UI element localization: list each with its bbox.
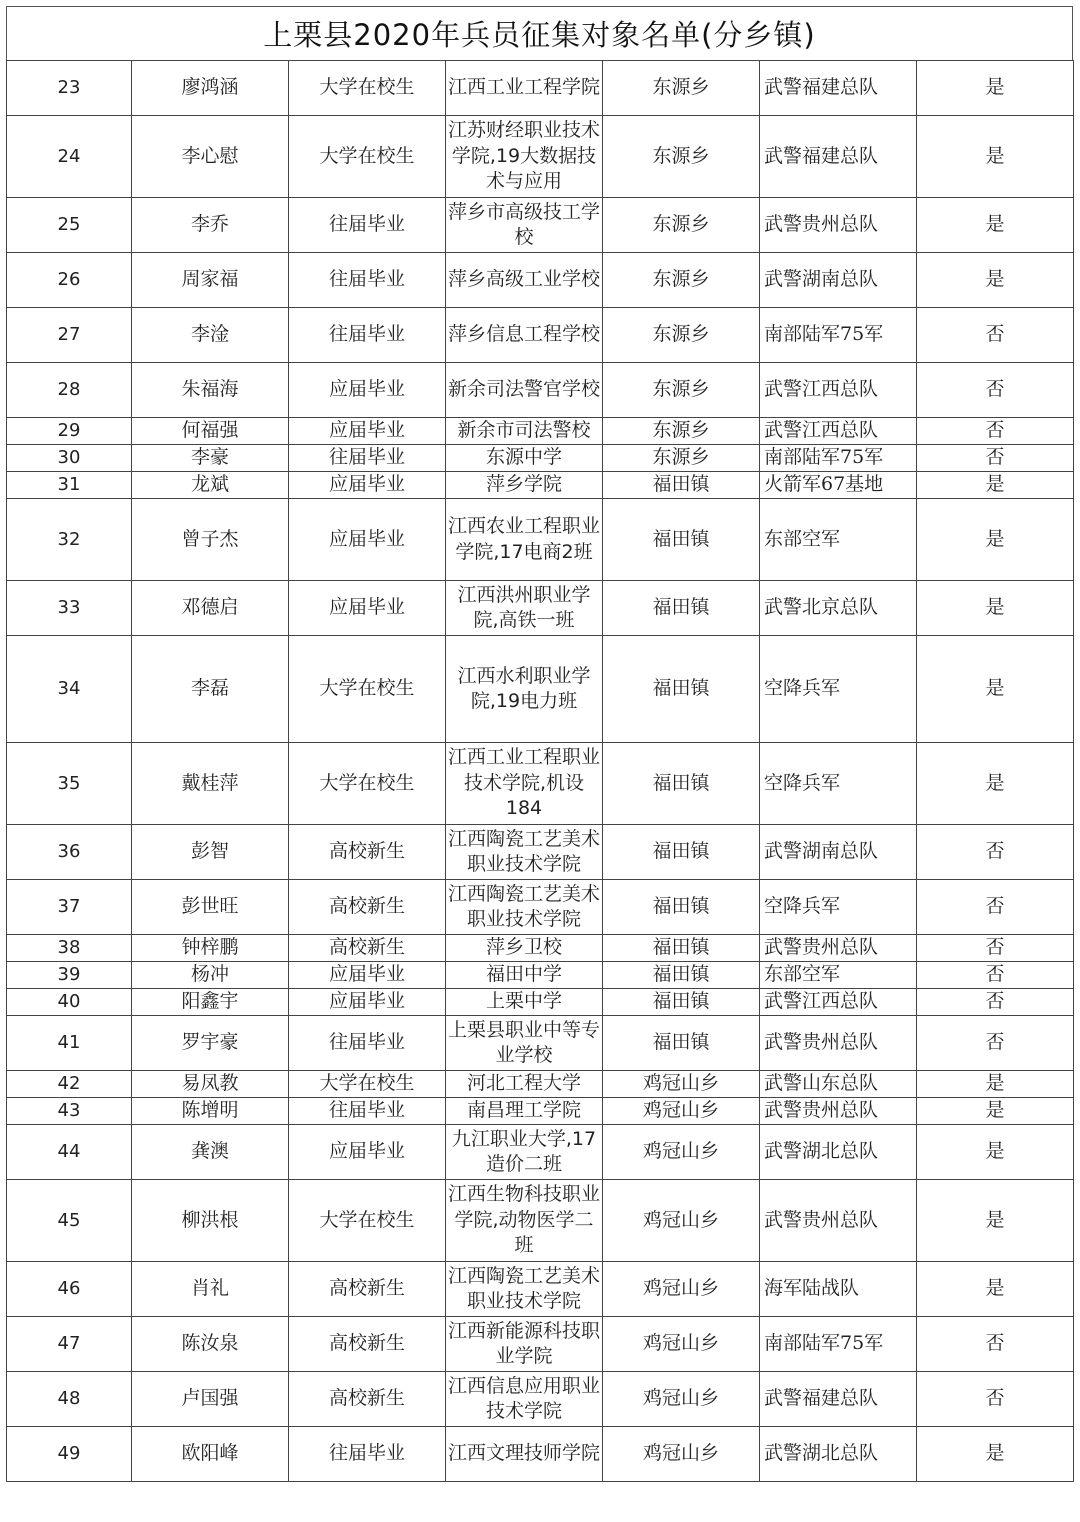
table-row [7, 1317, 1074, 1372]
cell-flag: 是 [917, 1427, 1074, 1482]
cell-name: 彭智 [132, 825, 289, 880]
cell-school: 上栗县职业中等专业学校 [446, 1016, 603, 1071]
cell-category: 往届毕业 [289, 308, 446, 363]
cell-number: 49 [7, 1427, 132, 1482]
cell-township: 福田镇 [603, 989, 760, 1016]
cell-township: 福田镇 [603, 1016, 760, 1071]
cell-flag: 否 [917, 1016, 1074, 1071]
cell-flag: 否 [917, 445, 1074, 472]
cell-township: 鸡冠山乡 [603, 1125, 760, 1180]
cell-name: 罗宇豪 [132, 1016, 289, 1071]
cell-township: 鸡冠山乡 [603, 1372, 760, 1427]
cell-name: 李心慰 [132, 116, 289, 198]
cell-unit: 空降兵军 [760, 880, 917, 935]
cell-number: 39 [7, 962, 132, 989]
table-row [7, 308, 1074, 363]
cell-township: 福田镇 [603, 472, 760, 499]
cell-name: 李磊 [132, 636, 289, 743]
cell-township: 东源乡 [603, 445, 760, 472]
cell-township: 福田镇 [603, 935, 760, 962]
cell-category: 大学在校生 [289, 61, 446, 116]
cell-flag: 是 [917, 499, 1074, 581]
cell-category: 高校新生 [289, 825, 446, 880]
cell-township: 东源乡 [603, 418, 760, 445]
cell-unit: 武警湖北总队 [760, 1427, 917, 1482]
cell-flag: 是 [917, 581, 1074, 636]
cell-unit: 武警湖南总队 [760, 253, 917, 308]
cell-name: 龙斌 [132, 472, 289, 499]
cell-school: 萍乡信息工程学校 [446, 308, 603, 363]
table-row [7, 1016, 1074, 1071]
table-row [7, 1180, 1074, 1262]
cell-unit: 空降兵军 [760, 636, 917, 743]
cell-name: 阳鑫宇 [132, 989, 289, 1016]
cell-township: 东源乡 [603, 198, 760, 253]
cell-number: 35 [7, 743, 132, 825]
cell-township: 福田镇 [603, 743, 760, 825]
cell-school: 河北工程大学 [446, 1071, 603, 1098]
cell-name: 彭世旺 [132, 880, 289, 935]
cell-category: 高校新生 [289, 1317, 446, 1372]
cell-flag: 是 [917, 1098, 1074, 1125]
cell-category: 往届毕业 [289, 1098, 446, 1125]
cell-name: 邓德启 [132, 581, 289, 636]
cell-number: 34 [7, 636, 132, 743]
cell-category: 应届毕业 [289, 581, 446, 636]
cell-school: 上栗中学 [446, 989, 603, 1016]
cell-school: 福田中学 [446, 962, 603, 989]
cell-school: 江西生物科技职业学院,动物医学二班 [446, 1180, 603, 1262]
table-row [7, 880, 1074, 935]
cell-category: 大学在校生 [289, 636, 446, 743]
cell-name: 李豪 [132, 445, 289, 472]
cell-school: 江西洪州职业学院,高铁一班 [446, 581, 603, 636]
cell-category: 应届毕业 [289, 1125, 446, 1180]
cell-number: 32 [7, 499, 132, 581]
cell-township: 福田镇 [603, 499, 760, 581]
cell-name: 陈增明 [132, 1098, 289, 1125]
cell-number: 25 [7, 198, 132, 253]
cell-name: 肖礼 [132, 1262, 289, 1317]
cell-school: 九江职业大学,17造价二班 [446, 1125, 603, 1180]
cell-school: 萍乡市高级技工学校 [446, 198, 603, 253]
cell-school: 江苏财经职业技术学院,19大数据技术与应用 [446, 116, 603, 198]
cell-name: 何福强 [132, 418, 289, 445]
cell-number: 27 [7, 308, 132, 363]
cell-category: 高校新生 [289, 880, 446, 935]
cell-flag: 否 [917, 1372, 1074, 1427]
cell-flag: 是 [917, 636, 1074, 743]
cell-number: 30 [7, 445, 132, 472]
table-row [7, 499, 1074, 581]
cell-flag: 否 [917, 825, 1074, 880]
cell-name: 柳洪根 [132, 1180, 289, 1262]
cell-number: 31 [7, 472, 132, 499]
cell-unit: 武警贵州总队 [760, 1016, 917, 1071]
cell-school: 萍乡卫校 [446, 935, 603, 962]
cell-school: 东源中学 [446, 445, 603, 472]
cell-unit: 东部空军 [760, 962, 917, 989]
table-row [7, 253, 1074, 308]
cell-unit: 武警北京总队 [760, 581, 917, 636]
cell-unit: 东部空军 [760, 499, 917, 581]
cell-township: 鸡冠山乡 [603, 1098, 760, 1125]
cell-category: 大学在校生 [289, 1071, 446, 1098]
cell-school: 江西工业工程职业技术学院,机设184 [446, 743, 603, 825]
table-row [7, 1372, 1074, 1427]
cell-township: 东源乡 [603, 363, 760, 418]
table-row [7, 743, 1074, 825]
cell-number: 47 [7, 1317, 132, 1372]
table-row [7, 825, 1074, 880]
cell-school: 萍乡高级工业学校 [446, 253, 603, 308]
cell-flag: 是 [917, 198, 1074, 253]
cell-name: 李淦 [132, 308, 289, 363]
sheet-title: 上栗县2020年兵员征集对象名单(分乡镇) [6, 6, 1073, 60]
cell-school: 萍乡学院 [446, 472, 603, 499]
cell-number: 44 [7, 1125, 132, 1180]
cell-school: 江西农业工程职业学院,17电商2班 [446, 499, 603, 581]
table-row [7, 1071, 1074, 1098]
cell-township: 鸡冠山乡 [603, 1262, 760, 1317]
table-row [7, 581, 1074, 636]
cell-unit: 武警贵州总队 [760, 935, 917, 962]
cell-unit: 武警江西总队 [760, 418, 917, 445]
table-row [7, 962, 1074, 989]
table-row [7, 61, 1074, 116]
cell-category: 应届毕业 [289, 989, 446, 1016]
cell-township: 东源乡 [603, 116, 760, 198]
cell-township: 东源乡 [603, 61, 760, 116]
cell-school: 江西陶瓷工艺美术职业技术学院 [446, 825, 603, 880]
cell-flag: 否 [917, 880, 1074, 935]
cell-school: 江西陶瓷工艺美术职业技术学院 [446, 880, 603, 935]
cell-name: 易凤教 [132, 1071, 289, 1098]
cell-number: 26 [7, 253, 132, 308]
cell-flag: 否 [917, 363, 1074, 418]
cell-category: 应届毕业 [289, 363, 446, 418]
cell-unit: 南部陆军75军 [760, 308, 917, 363]
cell-unit: 武警贵州总队 [760, 1180, 917, 1262]
cell-category: 往届毕业 [289, 445, 446, 472]
cell-township: 福田镇 [603, 825, 760, 880]
cell-flag: 是 [917, 1262, 1074, 1317]
table-row [7, 636, 1074, 743]
cell-category: 高校新生 [289, 1262, 446, 1317]
cell-number: 37 [7, 880, 132, 935]
cell-name: 陈汝泉 [132, 1317, 289, 1372]
cell-township: 福田镇 [603, 581, 760, 636]
cell-name: 杨冲 [132, 962, 289, 989]
cell-unit: 武警江西总队 [760, 989, 917, 1016]
cell-unit: 南部陆军75军 [760, 445, 917, 472]
table-row [7, 418, 1074, 445]
cell-unit: 武警江西总队 [760, 363, 917, 418]
cell-number: 45 [7, 1180, 132, 1262]
cell-category: 应届毕业 [289, 472, 446, 499]
cell-category: 往届毕业 [289, 198, 446, 253]
cell-number: 24 [7, 116, 132, 198]
cell-name: 周家福 [132, 253, 289, 308]
cell-flag: 否 [917, 308, 1074, 363]
cell-unit: 火箭军67基地 [760, 472, 917, 499]
cell-flag: 是 [917, 253, 1074, 308]
cell-flag: 否 [917, 418, 1074, 445]
cell-name: 廖鸿涵 [132, 61, 289, 116]
table-row [7, 1262, 1074, 1317]
cell-school: 江西陶瓷工艺美术职业技术学院 [446, 1262, 603, 1317]
cell-township: 福田镇 [603, 636, 760, 743]
cell-unit: 武警福建总队 [760, 1372, 917, 1427]
table-row [7, 1125, 1074, 1180]
cell-number: 38 [7, 935, 132, 962]
table-row [7, 989, 1074, 1016]
cell-school: 江西新能源科技职业学院 [446, 1317, 603, 1372]
cell-flag: 否 [917, 989, 1074, 1016]
cell-unit: 武警福建总队 [760, 116, 917, 198]
cell-name: 龚澳 [132, 1125, 289, 1180]
cell-flag: 是 [917, 1180, 1074, 1262]
cell-unit: 南部陆军75军 [760, 1317, 917, 1372]
cell-number: 33 [7, 581, 132, 636]
cell-school: 新余市司法警校 [446, 418, 603, 445]
cell-flag: 是 [917, 1125, 1074, 1180]
cell-number: 46 [7, 1262, 132, 1317]
cell-flag: 是 [917, 743, 1074, 825]
cell-school: 江西工业工程学院 [446, 61, 603, 116]
cell-number: 23 [7, 61, 132, 116]
cell-flag: 否 [917, 935, 1074, 962]
cell-township: 鸡冠山乡 [603, 1071, 760, 1098]
cell-township: 鸡冠山乡 [603, 1180, 760, 1262]
cell-unit: 武警贵州总队 [760, 1098, 917, 1125]
cell-number: 41 [7, 1016, 132, 1071]
table-row [7, 363, 1074, 418]
cell-number: 29 [7, 418, 132, 445]
cell-school: 江西信息应用职业技术学院 [446, 1372, 603, 1427]
cell-name: 戴桂萍 [132, 743, 289, 825]
cell-name: 钟梓鹏 [132, 935, 289, 962]
cell-school: 新余司法警官学校 [446, 363, 603, 418]
cell-unit: 武警山东总队 [760, 1071, 917, 1098]
cell-township: 鸡冠山乡 [603, 1427, 760, 1482]
cell-flag: 是 [917, 61, 1074, 116]
table-row [7, 445, 1074, 472]
table-row [7, 472, 1074, 499]
cell-unit: 武警福建总队 [760, 61, 917, 116]
cell-category: 往届毕业 [289, 253, 446, 308]
cell-unit: 武警贵州总队 [760, 198, 917, 253]
cell-category: 大学在校生 [289, 743, 446, 825]
table-row [7, 1427, 1074, 1482]
cell-township: 福田镇 [603, 962, 760, 989]
cell-unit: 空降兵军 [760, 743, 917, 825]
cell-unit: 武警湖北总队 [760, 1125, 917, 1180]
cell-category: 应届毕业 [289, 418, 446, 445]
table-row [7, 116, 1074, 198]
cell-school: 南昌理工学院 [446, 1098, 603, 1125]
cell-school: 江西文理技师学院 [446, 1427, 603, 1482]
cell-number: 28 [7, 363, 132, 418]
cell-number: 40 [7, 989, 132, 1016]
cell-name: 欧阳峰 [132, 1427, 289, 1482]
cell-flag: 否 [917, 1317, 1074, 1372]
cell-category: 大学在校生 [289, 1180, 446, 1262]
cell-category: 应届毕业 [289, 962, 446, 989]
cell-name: 卢国强 [132, 1372, 289, 1427]
cell-township: 东源乡 [603, 253, 760, 308]
cell-category: 高校新生 [289, 1372, 446, 1427]
table-row [7, 198, 1074, 253]
cell-name: 朱福海 [132, 363, 289, 418]
cell-unit: 武警湖南总队 [760, 825, 917, 880]
cell-category: 高校新生 [289, 935, 446, 962]
cell-name: 李乔 [132, 198, 289, 253]
cell-flag: 是 [917, 116, 1074, 198]
cell-township: 福田镇 [603, 880, 760, 935]
cell-name: 曾子杰 [132, 499, 289, 581]
roster-body [7, 61, 1074, 1482]
roster-sheet [6, 6, 1073, 1482]
cell-category: 应届毕业 [289, 499, 446, 581]
cell-category: 大学在校生 [289, 116, 446, 198]
cell-number: 36 [7, 825, 132, 880]
roster-table [6, 60, 1074, 1482]
cell-flag: 是 [917, 1071, 1074, 1098]
cell-township: 鸡冠山乡 [603, 1317, 760, 1372]
cell-category: 往届毕业 [289, 1427, 446, 1482]
table-row [7, 1098, 1074, 1125]
cell-number: 48 [7, 1372, 132, 1427]
table-row [7, 935, 1074, 962]
cell-number: 43 [7, 1098, 132, 1125]
cell-school: 江西水利职业学院,19电力班 [446, 636, 603, 743]
cell-number: 42 [7, 1071, 132, 1098]
cell-flag: 否 [917, 962, 1074, 989]
cell-unit: 海军陆战队 [760, 1262, 917, 1317]
cell-category: 往届毕业 [289, 1016, 446, 1071]
cell-flag: 是 [917, 472, 1074, 499]
cell-township: 东源乡 [603, 308, 760, 363]
